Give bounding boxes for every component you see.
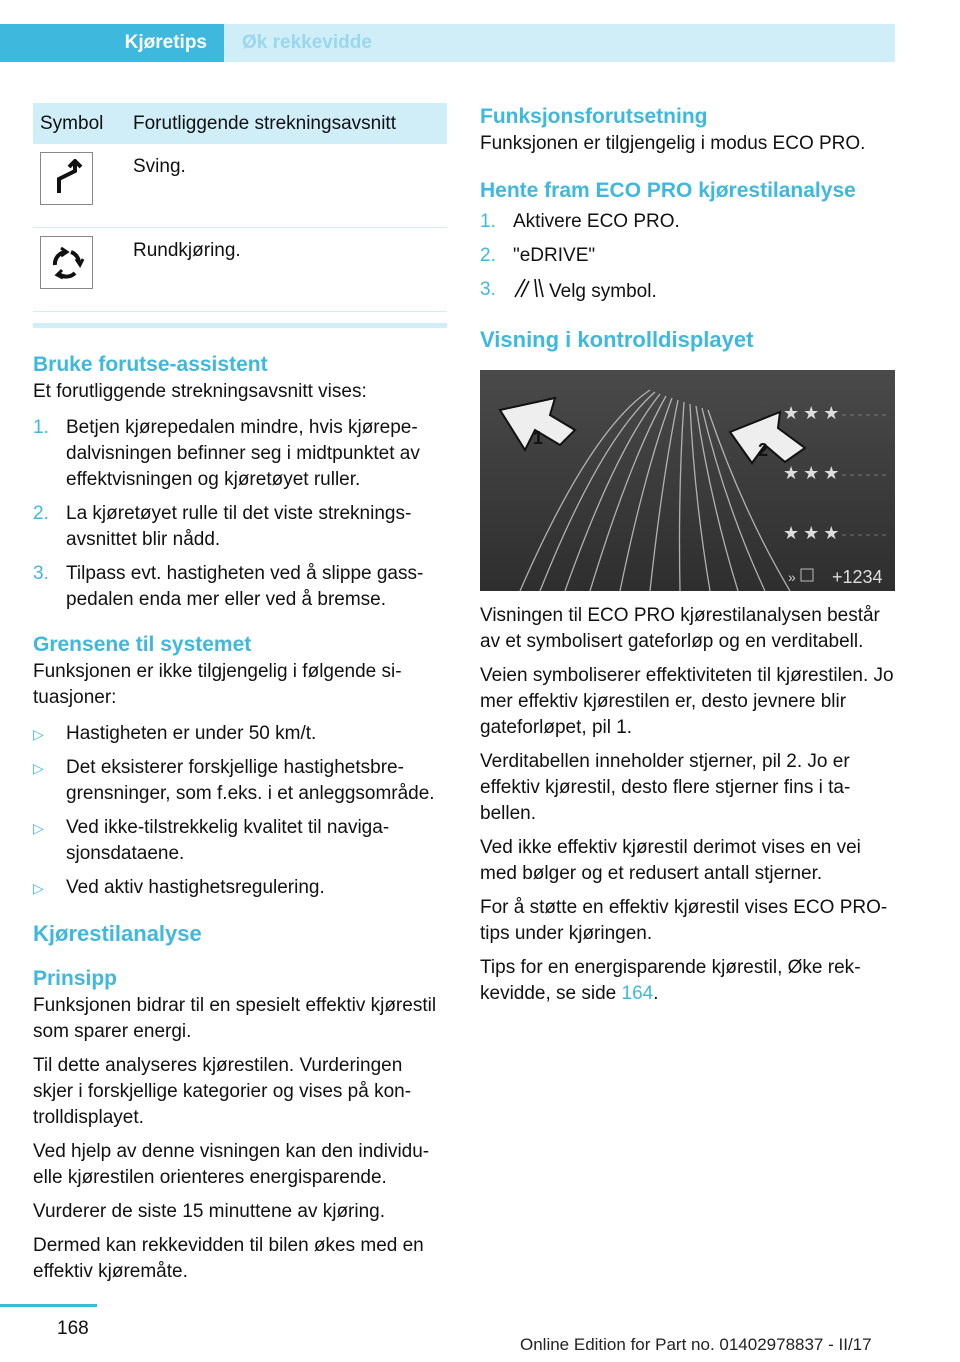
heading-grensene: Grensene til systemet bbox=[33, 633, 252, 656]
subsection-tab[interactable]: Øk rekkevidde bbox=[224, 24, 895, 62]
list-item: 1. Aktivere ECO PRO. bbox=[480, 211, 680, 232]
arrow-2-label: 2 bbox=[758, 440, 769, 460]
star-row: ★★★ bbox=[783, 403, 844, 423]
list-item: 2. "eDRIVE" bbox=[480, 245, 596, 266]
paragraph: Tips for en energisparende kjørestil, Øke rekkevidde, se side 164. bbox=[480, 957, 861, 1004]
page-link[interactable]: 164 bbox=[621, 983, 654, 1004]
steps-list bbox=[33, 415, 447, 613]
paragraph: Ved ikke effektiv kjørestil derimot vises en vei med bølger og et redusert antall stjerner. bbox=[480, 837, 861, 884]
steps-list bbox=[480, 209, 896, 307]
table-row bbox=[33, 144, 447, 228]
heading-bruke: Bruke forutse-assistent bbox=[33, 353, 268, 376]
list-item: 1. Betjen kjørepedalen mindre, hvis kjørepedalvisningen befinner seg i midtpunktet av effektvisningen og kjøretøyet ruller. bbox=[33, 417, 420, 490]
heading-funksjonsforutsetning: Funksjonsforutsetning bbox=[480, 105, 708, 128]
eco-symbol-icon bbox=[513, 277, 549, 307]
list-item: ▷ Ved aktiv hastighetsregulering. bbox=[33, 875, 447, 901]
limits-list bbox=[33, 721, 447, 901]
triangle-bullet-icon: ▷ bbox=[33, 820, 44, 836]
paragraph: Funksjonen bidrar til en spesielt effektiv kjørestil som sparer energi. bbox=[33, 995, 437, 1042]
paragraph: Vurderer de siste 15 minuttene av kjøring. bbox=[33, 1201, 386, 1222]
triangle-bullet-icon: ▷ bbox=[33, 726, 44, 742]
left-column bbox=[33, 103, 447, 1293]
row-text: Sving. bbox=[133, 144, 447, 228]
roundabout-icon bbox=[40, 236, 93, 289]
desc-header: Forutliggende strekningsavsnitt bbox=[133, 103, 447, 144]
list-item: 3. Velg symbol. bbox=[480, 277, 896, 307]
paragraph: Et forutliggende strekningsavsnitt vises: bbox=[33, 381, 367, 402]
list-item: ▷ Det eksisterer forskjellige hastighetsbregrensninger, som f.eks. i et anleggsområde. bbox=[33, 757, 435, 804]
heading-prinsipp: Prinsipp bbox=[33, 967, 118, 990]
row-text: Rundkjøring. bbox=[133, 228, 447, 312]
fuel-icon: » bbox=[788, 569, 796, 585]
paragraph: Funksjonen er tilgjengelig i modus ECO PRO. bbox=[480, 133, 866, 154]
symbol-table bbox=[33, 103, 447, 312]
range-gain-value: +1234 bbox=[832, 567, 883, 587]
heading-hente: Hente fram ECO PRO kjørestilanalyse bbox=[480, 179, 856, 202]
triangle-bullet-icon: ▷ bbox=[33, 880, 44, 896]
paragraph: Veien symboliserer effektiviteten til kjørestilen. Jo mer effektiv kjørestilen er, desto jevnere blir gateforløpet, pil 1. bbox=[480, 665, 894, 738]
list-item: 2. La kjøretøyet rulle til det viste strekningsavsnittet blir nådd. bbox=[33, 503, 412, 550]
star-row: ★★★ bbox=[783, 523, 844, 543]
page-header bbox=[0, 0, 895, 62]
turn-icon bbox=[40, 152, 93, 205]
triangle-bullet-icon: ▷ bbox=[33, 760, 44, 776]
list-item: ▷ Ved ikke-tilstrekkelig kvalitet til navigasjonsdataene. bbox=[33, 817, 390, 864]
edition-text: Online Edition for Part no. 01402978837 - II/17 bbox=[520, 1335, 872, 1354]
list-item: 3. Tilpass evt. hastigheten ved å slippe gasspedalen enda mer eller ved å bremse. bbox=[33, 563, 424, 610]
page-number: 168 bbox=[57, 1318, 89, 1339]
paragraph: Verditabellen inneholder stjerner, pil 2. Jo er effektiv kjørestil, desto flere stjerner fins i tabellen. bbox=[480, 751, 851, 824]
section-tab[interactable]: Kjøretips bbox=[0, 24, 224, 62]
heading-kjorestil: Kjørestilanalyse bbox=[33, 921, 202, 946]
paragraph: Visningen til ECO PRO kjørestilanalysen består av et symbolisert gateforløp og en verditabell. bbox=[480, 605, 880, 652]
paragraph: For å støtte en effektiv kjørestil vises ECO PRO-tips under kjøringen. bbox=[480, 897, 888, 944]
list-item: ▷ Hastigheten er under 50 km/t. bbox=[33, 721, 447, 747]
paragraph: Dermed kan rekkevidden til bilen økes med en effektiv kjøremåte. bbox=[33, 1235, 424, 1282]
paragraph: Ved hjelp av denne visningen kan den individuelle kjørestilen orienteres energisparende. bbox=[33, 1141, 430, 1188]
footer-rule bbox=[0, 1304, 97, 1307]
paragraph: Til dette analyseres kjørestilen. Vurderingen skjer i forskjellige kategorier og vises på kontrolldisplayet. bbox=[33, 1055, 412, 1128]
heading-visning: Visning i kontrolldisplayet bbox=[480, 327, 754, 352]
arrow-1-label: 1 bbox=[533, 428, 544, 448]
star-row: ★★★ bbox=[783, 463, 844, 483]
table-row bbox=[33, 228, 447, 312]
symbol-header: Symbol bbox=[33, 103, 133, 144]
right-column bbox=[480, 103, 896, 1015]
eco-display-image bbox=[480, 370, 895, 591]
paragraph: Funksjonen er ikke tilgjengelig i følgende situasjoner: bbox=[33, 661, 402, 708]
